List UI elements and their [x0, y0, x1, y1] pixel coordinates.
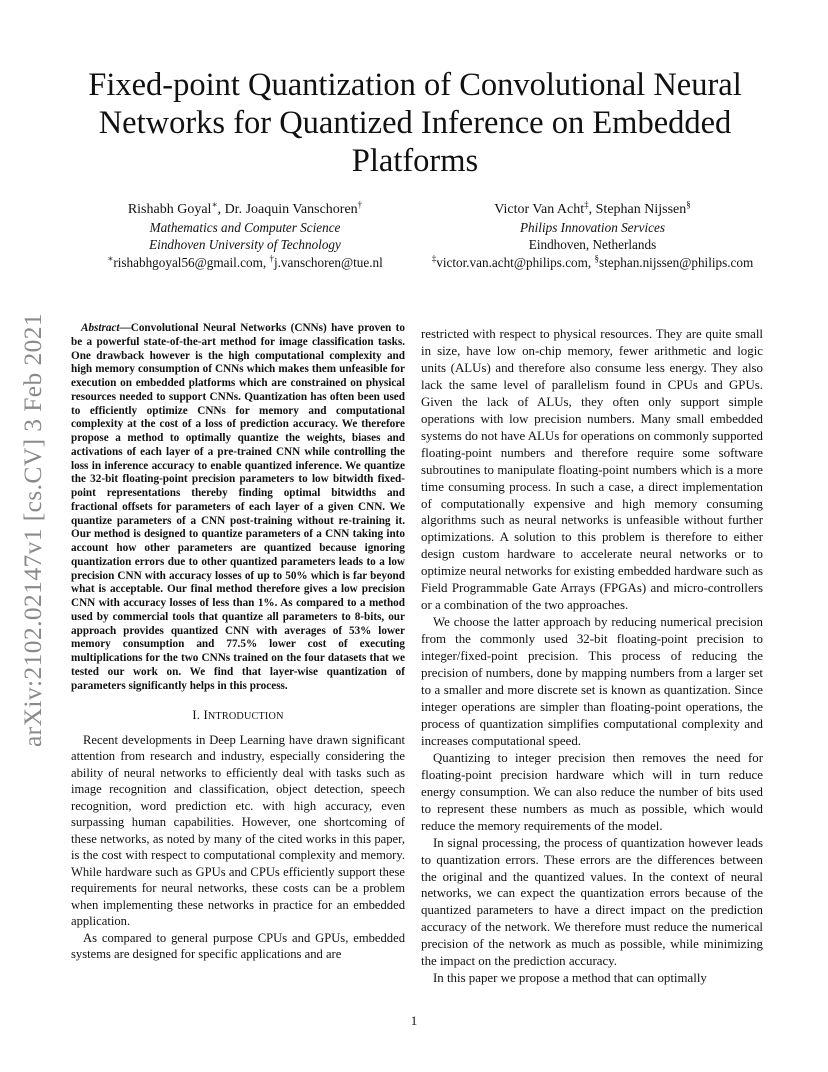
section-numeral: I. I	[192, 708, 208, 723]
author-email: rishabhgoyal56@gmail.com,	[113, 254, 270, 270]
footnote-mark: ∗	[107, 253, 114, 264]
body-paragraph: In this paper we propose a method that can optimally	[433, 971, 707, 986]
arxiv-identifier-stamp	[12, 295, 54, 765]
author-block-right	[395, 201, 790, 271]
footnote-mark: †	[357, 199, 363, 210]
abstract	[71, 322, 405, 693]
section-name: NTRODUCTION	[207, 711, 284, 723]
author-institution-left: Eindhoven University of Technology	[149, 237, 341, 252]
left-column	[71, 322, 405, 963]
author-name: , Dr. Joaquin Vanschoren	[217, 202, 358, 217]
author-department-left: Mathematics and Computer Science	[149, 219, 341, 235]
abstract-label: Abstract	[81, 322, 120, 334]
author-email: j.vanschoren@tue.nl	[273, 254, 383, 270]
author-names-right	[395, 201, 790, 219]
page-number: 1	[410, 1013, 418, 1028]
body-paragraph: Quantizing to integer precision then removes the need for floating-point precision hardware which will in turn reduce energy consumption. We can also reduce the number of bits used to represent these numbers as much as possible, which would reduce the memory requirements of the model.	[421, 750, 763, 833]
footnote-mark: †	[269, 253, 274, 264]
footnote-mark: §	[686, 199, 691, 210]
author-name: Rishabh Goyal	[127, 202, 212, 217]
arxiv-identifier-text: arXiv:2102.02147v1 [cs.CV] 3 Feb 2021	[18, 312, 47, 748]
section-heading-introduction	[71, 707, 405, 726]
author-email: victor.van.acht@philips.com,	[436, 254, 595, 270]
body-paragraph: As compared to general purpose CPUs and GPUs, embedded systems are designed for specific applications and are	[71, 930, 405, 962]
body-paragraph: In signal processing, the process of quantization however leads to quantization errors. These errors are the differences between the original and the quantized values. In the context of neural networks, we can expect the quantization errors because of the quantized parameters to have a direct impact on the prediction accuracy of the network. We therefore must reduce the numerical precision of the network as much as possible, while minimizing the impact on the prediction accuracy.	[421, 835, 763, 969]
abstract-text: —Convolutional Neural Networks (CNNs) have proven to be a powerful state-of-the-art method for image classification tasks. One drawback however is the high computational complexity and high memory consumption of CNNs which makes them unfeasible for execution on embedded platforms which are constrained on physical resources needed to support CNNs. Quantization has often been used to efficiently optimize CNNs for memory and computational complexity at the cost of a loss of prediction accuracy. We therefore propose a method to optimally quantize the weights, biases and activations of each layer of a pre-trained CNN while controlling the loss in inference accuracy to enable quantized inference. We quantize the 32-bit floating-point precision parameters to low bitwidth fixed-point representations thereby finding optimal bitwidths and fractional offsets for parameters of each layer of a given CNN. We quantize parameters of a CNN post-training without re-training it. Our method is designed to quantize parameters of a CNN taking into account how other parameters are quantized because ignoring quantization errors due to other quantized parameters leads to a low precision CNN with accuracy losses of up to 50% which is far beyond what is acceptable. Our final method therefore gives a low precision CNN with accuracy losses of less than 1%. As compared to a method used by commercial tools that quantize all parameters to 8-bits, our approach provides quantized CNN with averages of 53% lower memory consumption and 77.5% lower cost of executing multiplications for the two CNNs trained on the four datasets that we tested our work on. We find that layer-wise quantization of parameters significantly helps in this process.	[71, 322, 405, 692]
author-name: , Stephan Nijssen	[588, 202, 687, 217]
author-name: Victor Van Acht	[494, 202, 585, 217]
paper-title: Fixed-point Quantization of Convolutional Neural Networks for Quantized Inference on Embedded Platforms	[88, 67, 742, 179]
footnote-mark: ‡	[431, 253, 437, 264]
author-names-left	[75, 201, 415, 219]
body-paragraph: Recent developments in Deep Learning have drawn significant attention from research and industry, especially considering the ability of neural networks to efficiently deal with tasks such as image recognition and classification, object detection, speech recognition, word prediction etc. with high accuracy, even surpassing human capabilities. However, one shortcoming of these networks, as noted by many of the cited works in this paper, is the cost with respect to computational complexity and memory. While hardware such as GPUs and CPUs efficiently support these requirements for neural networks, these costs can be a problem when implementing these networks in practice for an embedded application.	[71, 732, 405, 929]
footnote-mark: ‡	[584, 199, 589, 210]
right-column	[421, 326, 763, 987]
author-emails-left	[75, 254, 415, 272]
author-location-right: Eindhoven, Netherlands	[528, 237, 657, 252]
author-block-left	[75, 201, 415, 271]
author-department-right: Philips Innovation Services	[519, 219, 666, 235]
body-paragraph: restricted with respect to physical resources. They are quite small in size, have low on-chip memory, fewer arithmetic and logic units (ALUs) and therefore also consume less energy. They also lack the same level of parallelism found in CPUs and GPUs. Given the lack of ALUs, they often only support simple operations with low precision numbers. Many small embedded systems do not have ALUs for operations on commonly supported floating-point numbers and therefore require some software subroutines to manipulate floating-point numbers which is a more time consuming process. In such a case, a direct implementation of computationally expensive and high memory consuming algorithms such as neural networks is unfeasible without further optimizations. A solution to this problem is therefore to either design custom hardware to accelerate neural networks or to optimize neural networks for existing embedded hardware such as Field Programmable Gate Arrays (FPGAs) and micro-controllers or a combination of the two approaches.	[421, 327, 763, 613]
author-emails-right	[395, 254, 790, 272]
author-email: stephan.nijssen@philips.com	[599, 254, 754, 270]
footnote-mark: §	[594, 253, 599, 264]
body-paragraph: We choose the latter approach by reducing numerical precision from the commonly used 32-bit floating-point precision to integer/fixed-point precision. This process of reducing the precision of numbers, done by mapping numbers from a larger set to a smaller and more discrete set is known as quantization. Since integer operations are simpler than floating-point operations, the process of quantization simplifies computational complexity and increases computational speed.	[421, 615, 763, 748]
footnote-mark: ∗	[211, 199, 218, 210]
